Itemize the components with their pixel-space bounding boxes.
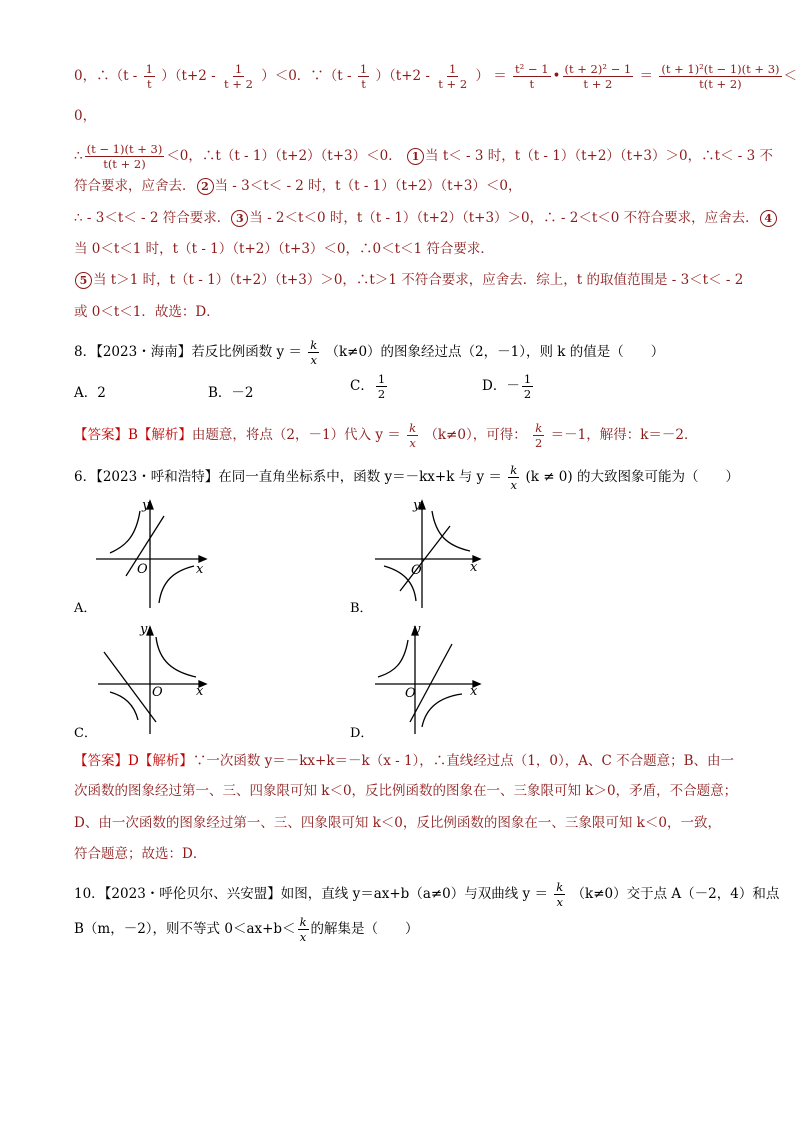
fraction: $\frac{k}{x}$ xyxy=(510,463,518,492)
text: ∴ - 3＜t＜ - 2 符合要求． xyxy=(74,210,231,226)
text: （k≠0）交于点 A（－2，4）和点 xyxy=(571,886,780,902)
text: 当 - 3＜t＜ - 2 时，t（t - 1）（t+2）（t+3）＜0， xyxy=(214,178,522,194)
text: ＝ xyxy=(493,68,507,84)
solution-line-8: 或 0＜t＜1．故选：D． xyxy=(74,304,220,320)
text: ＜0，∴t（t - 1）（t+2）（t+3）＜0． xyxy=(166,148,402,164)
text: D．－ xyxy=(482,378,520,394)
text: 6．【2023・呼和浩特】在同一直角坐标系中，函数 y＝－kx+k 与 y ＝ xyxy=(74,469,502,485)
graph-b xyxy=(370,496,490,611)
axis-x-label: x xyxy=(470,560,478,575)
axis-x-label: x xyxy=(196,684,204,699)
text: （k≠0），可得： xyxy=(424,427,527,443)
fraction: $\frac{k}{x}$ xyxy=(299,915,307,944)
text: ） xyxy=(475,68,489,84)
text: ＝ xyxy=(639,68,654,84)
option-c xyxy=(350,372,389,401)
question-6-answer-1 xyxy=(74,751,734,771)
axis-y-label: y xyxy=(413,622,421,637)
text: 由题意，将点（2，－1）代入 y ＝ xyxy=(191,427,401,443)
graph-c xyxy=(96,622,216,737)
question-10-stem xyxy=(74,880,779,909)
fraction: $\frac{1}{t + 2}$ xyxy=(224,62,253,91)
text: （k≠0）的图象经过点（2，－1），则 k 的值是（ ） xyxy=(325,344,665,360)
text: ＜ xyxy=(783,68,797,84)
solution-line-2: 0， xyxy=(74,108,97,124)
origin-label: O xyxy=(405,686,416,701)
text: ）＜0．∵（t - xyxy=(261,68,352,84)
text: ＝－1，解得：k＝－2． xyxy=(550,427,698,443)
option-d xyxy=(482,372,535,401)
text: 10．【2023・呼伦贝尔、兴安盟】如图，直线 y＝ax+b（a≠0）与双曲线 y ＝ xyxy=(74,886,548,902)
circled-number: 1 xyxy=(407,148,424,165)
axis-y-label: y xyxy=(413,498,421,513)
fraction: $\frac{\text{t² − 1}}{t}$ xyxy=(515,62,549,91)
solution-line-7 xyxy=(74,270,743,290)
fraction: $\frac{k}{2}$ xyxy=(535,421,543,450)
text: C． xyxy=(350,378,374,394)
text: 当 t＜ - 3 时，t（t - 1）（t+2）（t+3）＞0，∴t＜ - 3 不 xyxy=(425,148,774,164)
fraction: $\frac{\text{(t + 1)²(t − 1)(t + 3)}}{t(t + 2)}$ xyxy=(661,62,780,91)
text: 当 t＞1 时，t（t - 1）（t+2）（t+3）＞0，∴t＞1 不符合要求，应舍去．综上，t 的取值范围是 - 3＜t＜ - 2 xyxy=(93,272,744,288)
question-6-answer-4: 符合题意；故选：D． xyxy=(74,846,207,862)
circled-number: 3 xyxy=(231,210,248,227)
answer-tag: 【答案】B【解析】 xyxy=(74,427,192,443)
solution-line-1: 0，∴（t - $\frac{1}{t}$ ）（t+2 - $\frac{1}{t + 2}$ ）＜0．∵（t - $\frac{1}{t}$ ）（t+2 - $\frac{1}{t + 2}$ ） ＝ $\frac{\text{t² − 1}}{t}$ • $\frac{\text{(t + 2)² − 1}}{t + 2}$ ＝ $\frac{\text{(t + 1)²(t − 1)(t + 3)}}{t(t + 2)}$ ＜ xyxy=(74,62,797,91)
fraction: $\frac{(t - 1)(t + 3)}{t(t + 2)}$ xyxy=(86,142,163,171)
solution-line-3 xyxy=(74,142,773,171)
solution-line-6: 当 0＜t＜1 时，t（t - 1）（t+2）（t+3）＜0，∴0＜t＜1 符合要求． xyxy=(74,241,494,257)
option-d-label: D． xyxy=(350,726,374,741)
option-a-label: A． xyxy=(74,601,97,616)
text: 符合要求，应舍去． xyxy=(74,178,196,194)
text: 0，∴（t - xyxy=(74,68,138,84)
question-10-line-2 xyxy=(74,915,419,944)
text: 8．【2023・海南】若反比例函数 y ＝ xyxy=(74,344,302,360)
fraction: $\frac{k}{x}$ xyxy=(556,880,564,909)
text: ∴ xyxy=(74,148,83,164)
question-6-answer-2: 次函数的图象经过第一、三、四象限可知 k＜0，反比例函数的图象在一、三象限可知 k＞0，矛盾，不合题意； xyxy=(74,783,738,799)
option-b: B．－2 xyxy=(208,385,254,401)
fraction: $\frac{\text{(t + 2)² − 1}}{t + 2}$ xyxy=(564,62,632,91)
fraction: $\frac{k}{x}$ xyxy=(409,421,417,450)
text: 当 - 2＜t＜0 时，t（t - 1）（t+2）（t+3）＞0，∴ - 2＜t＜0 不符合要求，应舍去． xyxy=(249,210,759,226)
question-6-stem xyxy=(74,463,739,492)
origin-label: O xyxy=(152,685,163,700)
fraction: $\frac{k}{x}$ xyxy=(310,338,318,367)
text: 的解集是（ ） xyxy=(310,921,419,937)
fraction: $\frac{1}{2}$ xyxy=(377,372,386,401)
option-b-label: B． xyxy=(350,601,373,616)
graph-a xyxy=(96,496,216,611)
question-8-stem xyxy=(74,338,664,367)
fraction: $\frac{1}{t}$ xyxy=(359,62,368,91)
graph-d xyxy=(370,622,490,737)
axis-y-label: y xyxy=(140,622,148,637)
option-c-label: C． xyxy=(74,726,97,741)
text: (k ≠ 0) 的大致图象可能为（ ） xyxy=(525,469,739,485)
axis-x-label: x xyxy=(196,562,204,577)
answer-tag: 【答案】D【解析】 xyxy=(74,753,193,769)
solution-line-5 xyxy=(74,208,778,228)
circled-number: 4 xyxy=(760,210,777,227)
fraction: $\frac{1}{t + 2}$ xyxy=(438,62,468,91)
circled-number: 2 xyxy=(197,178,214,195)
origin-label: O xyxy=(137,562,148,577)
question-8-answer xyxy=(74,421,698,450)
fraction: $\frac{1}{2}$ xyxy=(523,372,532,401)
fraction: $\frac{1}{t}$ xyxy=(145,62,153,91)
question-6-answer-3: D、由一次函数的图象经过第一、三、四象限可知 k＜0，反比例函数的图象在一、三象限可知 k＜0，一致， xyxy=(74,815,721,831)
axis-x-label: x xyxy=(470,684,478,699)
option-a: A．2 xyxy=(74,385,106,401)
axis-y-label: y xyxy=(142,498,150,513)
origin-label: O xyxy=(411,563,422,578)
solution-line-4 xyxy=(74,176,522,196)
text: ）（t+2 - xyxy=(161,68,216,84)
circled-number: 5 xyxy=(75,272,92,289)
text: ∵一次函数 y＝－kx+k＝－k（x - 1），∴直线经过点（1，0），A、C 不合题意；B、由一 xyxy=(192,753,735,769)
text: B（m，－2），则不等式 0＜ax+b＜ xyxy=(74,921,296,937)
text: ）（t+2 - xyxy=(375,68,430,84)
